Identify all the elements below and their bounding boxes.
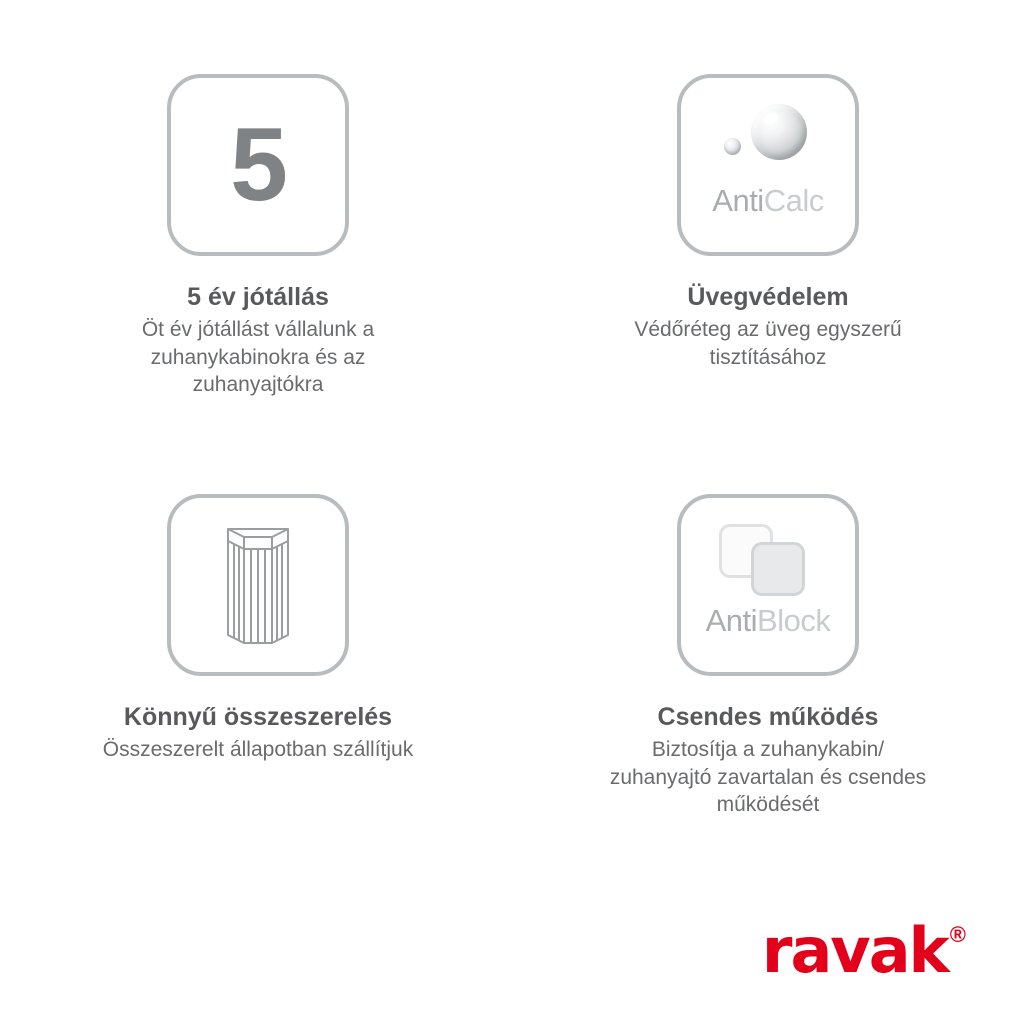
feature-warranty-tile — [167, 74, 349, 256]
feature-glass-protection-caption — [603, 282, 933, 371]
ravak-logo — [761, 914, 966, 987]
antiblock-wordmark-block: Block — [757, 603, 831, 638]
feature-glass-protection-description: Védőréteg az üveg egyszerű tisztításához — [634, 318, 902, 369]
feature-glass-protection-title: Üvegvédelem — [687, 283, 849, 311]
anticalc-wordmark — [681, 183, 855, 219]
feature-glass-protection-tile — [677, 74, 859, 256]
water-drop-large-icon — [751, 104, 807, 160]
antiblock-wordmark-anti: Anti — [705, 603, 758, 638]
feature-easy-assembly-tile — [167, 494, 349, 676]
water-drop-small-icon — [724, 138, 741, 155]
registered-trademark-icon: ® — [949, 922, 966, 947]
feature-warranty-caption — [93, 282, 423, 399]
feature-warranty-title: 5 év jótállás — [187, 283, 329, 311]
feature-silent-operation-caption — [603, 702, 933, 819]
antiblock-wordmark — [681, 603, 855, 639]
anticalc-water-drops-icon — [681, 78, 855, 252]
feature-silent-operation-tile — [677, 494, 859, 676]
number-five-icon: 5 — [230, 107, 286, 223]
feature-silent-operation-title: Csendes működés — [657, 703, 879, 731]
feature-grid — [0, 74, 1024, 914]
feature-easy-assembly-title: Könnyű összeszerelés — [123, 703, 393, 731]
feature-glass-protection — [512, 74, 1024, 494]
feature-silent-operation — [512, 494, 1024, 914]
antiblock-squares-icon — [681, 498, 855, 672]
feature-warranty — [0, 74, 512, 494]
anticalc-wordmark-anti: Anti — [712, 183, 764, 218]
square-filled-icon — [751, 542, 805, 596]
feature-easy-assembly-description: Összeszerelt állapotban szállítjuk — [102, 738, 414, 761]
feature-easy-assembly — [0, 494, 512, 914]
anticalc-wordmark-calc: Calc — [763, 183, 824, 218]
feature-silent-operation-description: Biztosítja a zuhanykabin/ zuhanyajtó zavartalan és csendes működését — [609, 738, 927, 817]
feature-easy-assembly-caption — [93, 702, 423, 764]
ravak-logo-wordmark: ravak — [761, 914, 948, 987]
shower-cabin-icon — [204, 517, 312, 655]
feature-warranty-description: Öt év jótállást vállalunk a zuhanykabinokra és az zuhanyajtókra — [141, 318, 375, 397]
